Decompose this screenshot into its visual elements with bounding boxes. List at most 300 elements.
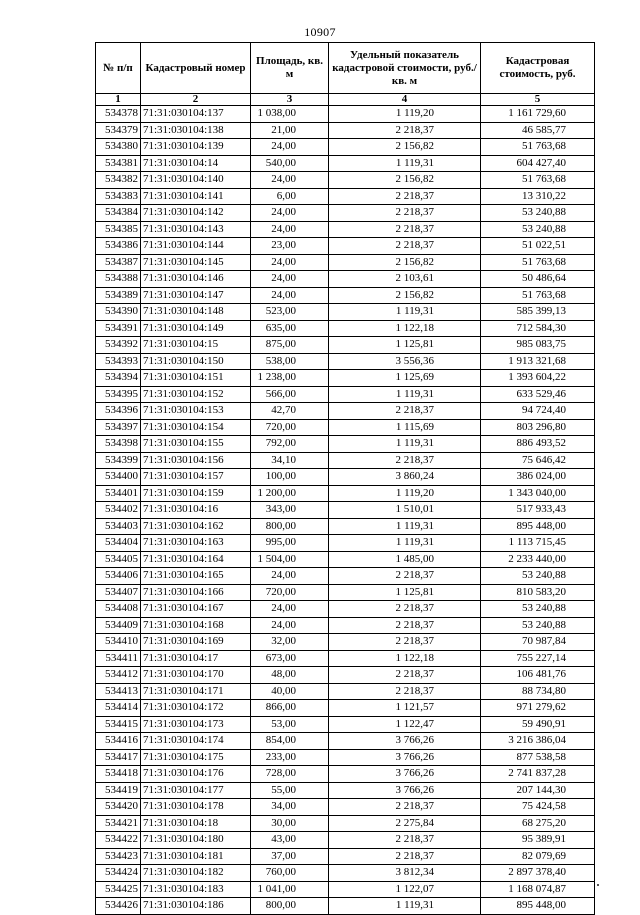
cadastral-number-cell: 71:31:030104:176 [141,766,251,783]
row-number-cell: 534410 [96,634,141,651]
table-row [96,436,595,453]
unit-value-cell: 2 156,82 [329,287,481,304]
unit-value-cell: 1 125,69 [329,370,481,387]
area-cell: 995,00 [251,535,329,552]
row-number-cell: 534385 [96,221,141,238]
unit-value-cell: 2 218,37 [329,683,481,700]
table-body [96,106,595,915]
cadastral-number-cell: 71:31:030104:181 [141,848,251,865]
table-header-row [96,43,595,94]
area-cell: 800,00 [251,518,329,535]
area-cell: 100,00 [251,469,329,486]
cadastral-number-cell: 71:31:030104:144 [141,238,251,255]
area-cell: 24,00 [251,221,329,238]
row-number-cell: 534409 [96,617,141,634]
area-cell: 37,00 [251,848,329,865]
area-cell: 720,00 [251,584,329,601]
cadastral-number-cell: 71:31:030104:162 [141,518,251,535]
table-row [96,188,595,205]
cadastral-value-cell: 895 448,00 [481,518,595,535]
unit-value-cell: 1 119,20 [329,485,481,502]
area-cell: 523,00 [251,304,329,321]
cadastral-value-cell: 386 024,00 [481,469,595,486]
cadastral-value-cell: 3 216 386,04 [481,733,595,750]
table-row [96,205,595,222]
row-number-cell: 534406 [96,568,141,585]
row-number-cell: 534389 [96,287,141,304]
row-number-cell: 534378 [96,106,141,123]
table-row [96,832,595,849]
area-cell: 24,00 [251,568,329,585]
header-unit-value: Удельный показатель кадастровой стоимости, руб./кв. м [329,43,481,94]
cadastral-number-cell: 71:31:030104:141 [141,188,251,205]
page-number: 10907 [304,25,336,39]
area-cell: 1 504,00 [251,551,329,568]
row-number-cell: 534402 [96,502,141,519]
row-number-cell: 534394 [96,370,141,387]
table-row [96,535,595,552]
area-cell: 540,00 [251,155,329,172]
table-row [96,733,595,750]
area-cell: 21,00 [251,122,329,139]
cadastral-number-cell: 71:31:030104:186 [141,898,251,915]
cadastral-number-cell: 71:31:030104:166 [141,584,251,601]
table-row [96,667,595,684]
table-row [96,337,595,354]
unit-value-cell: 2 218,37 [329,634,481,651]
row-number-cell: 534420 [96,799,141,816]
row-number-cell: 534382 [96,172,141,189]
cadastral-number-cell: 71:31:030104:172 [141,700,251,717]
unit-value-cell: 2 156,82 [329,254,481,271]
cadastral-value-cell: 53 240,88 [481,617,595,634]
row-number-cell: 534397 [96,419,141,436]
row-number-cell: 534413 [96,683,141,700]
row-number-cell: 534396 [96,403,141,420]
area-cell: 24,00 [251,271,329,288]
area-cell: 32,00 [251,634,329,651]
row-number-cell: 534390 [96,304,141,321]
area-cell: 42,70 [251,403,329,420]
table-row [96,122,595,139]
area-cell: 875,00 [251,337,329,354]
unit-value-cell: 3 860,24 [329,469,481,486]
cadastral-number-cell: 71:31:030104:157 [141,469,251,486]
table-row [96,485,595,502]
area-cell: 24,00 [251,205,329,222]
table-row [96,386,595,403]
unit-value-cell: 1 119,31 [329,518,481,535]
cadastral-number-cell: 71:31:030104:159 [141,485,251,502]
cadastral-number-cell: 71:31:030104:15 [141,337,251,354]
row-number-cell: 534398 [96,436,141,453]
cadastral-number-cell: 71:31:030104:146 [141,271,251,288]
area-cell: 40,00 [251,683,329,700]
table-row [96,106,595,123]
unit-value-cell: 2 218,37 [329,667,481,684]
row-number-cell: 534419 [96,782,141,799]
unit-value-cell: 1 119,31 [329,898,481,915]
cadastral-number-cell: 71:31:030104:137 [141,106,251,123]
cadastral-value-cell: 106 481,76 [481,667,595,684]
unit-value-cell: 1 485,00 [329,551,481,568]
unit-value-cell: 1 119,31 [329,386,481,403]
table-row [96,584,595,601]
unit-value-cell: 3 812,34 [329,865,481,882]
cadastral-number-cell: 71:31:030104:18 [141,815,251,832]
table-row [96,502,595,519]
header-row-number: № п/п [96,43,141,94]
cadastral-value-cell: 95 389,91 [481,832,595,849]
area-cell: 233,00 [251,749,329,766]
cadastral-value-cell: 1 913 321,68 [481,353,595,370]
table-row [96,848,595,865]
cadastral-value-cell: 51 763,68 [481,287,595,304]
cadastral-value-cell: 604 427,40 [481,155,595,172]
cadastral-value-table [95,42,595,915]
cadastral-number-cell: 71:31:030104:148 [141,304,251,321]
area-cell: 24,00 [251,617,329,634]
unit-value-cell: 2 103,61 [329,271,481,288]
row-number-cell: 534418 [96,766,141,783]
row-number-cell: 534386 [96,238,141,255]
cadastral-value-cell: 75 646,42 [481,452,595,469]
cadastral-value-cell: 712 584,30 [481,320,595,337]
cadastral-number-cell: 71:31:030104:139 [141,139,251,156]
area-cell: 24,00 [251,172,329,189]
cadastral-number-cell: 71:31:030104:149 [141,320,251,337]
cadastral-value-cell: 53 240,88 [481,221,595,238]
unit-value-cell: 2 218,37 [329,205,481,222]
column-number: 5 [481,94,595,106]
scan-mark [597,884,599,886]
row-number-cell: 534399 [96,452,141,469]
column-number: 1 [96,94,141,106]
area-cell: 34,00 [251,799,329,816]
cadastral-value-cell: 877 538,58 [481,749,595,766]
table-row [96,716,595,733]
unit-value-cell: 3 766,26 [329,782,481,799]
area-cell: 800,00 [251,898,329,915]
unit-value-cell: 2 218,37 [329,601,481,618]
row-number-cell: 534417 [96,749,141,766]
cadastral-number-cell: 71:31:030104:140 [141,172,251,189]
cadastral-number-cell: 71:31:030104:143 [141,221,251,238]
cadastral-number-cell: 71:31:030104:173 [141,716,251,733]
cadastral-number-cell: 71:31:030104:167 [141,601,251,618]
row-number-cell: 534383 [96,188,141,205]
cadastral-value-cell: 633 529,46 [481,386,595,403]
area-cell: 635,00 [251,320,329,337]
area-cell: 48,00 [251,667,329,684]
row-number-cell: 534387 [96,254,141,271]
unit-value-cell: 2 218,37 [329,238,481,255]
table-row [96,320,595,337]
table-row [96,469,595,486]
header-cadastral-number: Кадастровый номер [141,43,251,94]
row-number-cell: 534422 [96,832,141,849]
table-row [96,172,595,189]
unit-value-cell: 3 766,26 [329,733,481,750]
cadastral-number-cell: 71:31:030104:170 [141,667,251,684]
unit-value-cell: 2 218,37 [329,122,481,139]
cadastral-number-cell: 71:31:030104:145 [141,254,251,271]
unit-value-cell: 1 122,07 [329,881,481,898]
column-number: 2 [141,94,251,106]
area-cell: 24,00 [251,601,329,618]
table-row [96,271,595,288]
row-number-cell: 534411 [96,650,141,667]
cadastral-number-cell: 71:31:030104:151 [141,370,251,387]
cadastral-number-cell: 71:31:030104:171 [141,683,251,700]
cadastral-number-cell: 71:31:030104:156 [141,452,251,469]
area-cell: 1 200,00 [251,485,329,502]
cadastral-value-cell: 1 393 604,22 [481,370,595,387]
unit-value-cell: 1 119,20 [329,106,481,123]
cadastral-value-cell: 1 161 729,60 [481,106,595,123]
unit-value-cell: 1 122,47 [329,716,481,733]
area-cell: 673,00 [251,650,329,667]
unit-value-cell: 2 275,84 [329,815,481,832]
row-number-cell: 534423 [96,848,141,865]
cadastral-value-cell: 53 240,88 [481,601,595,618]
table-row [96,749,595,766]
cadastral-number-cell: 71:31:030104:14 [141,155,251,172]
unit-value-cell: 3 556,36 [329,353,481,370]
row-number-cell: 534425 [96,881,141,898]
table-row [96,799,595,816]
cadastral-value-cell: 46 585,77 [481,122,595,139]
row-number-cell: 534388 [96,271,141,288]
cadastral-value-cell: 50 486,64 [481,271,595,288]
area-cell: 55,00 [251,782,329,799]
row-number-cell: 534395 [96,386,141,403]
cadastral-number-cell: 71:31:030104:164 [141,551,251,568]
header-cadastral-value: Кадастровая стоимость, руб. [481,43,595,94]
area-cell: 720,00 [251,419,329,436]
cadastral-value-cell: 53 240,88 [481,205,595,222]
cadastral-value-cell: 51 763,68 [481,254,595,271]
table-row [96,139,595,156]
table-row [96,898,595,915]
table-row [96,634,595,651]
unit-value-cell: 2 218,37 [329,832,481,849]
unit-value-cell: 2 156,82 [329,139,481,156]
area-cell: 566,00 [251,386,329,403]
row-number-cell: 534392 [96,337,141,354]
row-number-cell: 534421 [96,815,141,832]
unit-value-cell: 1 125,81 [329,337,481,354]
cadastral-number-cell: 71:31:030104:152 [141,386,251,403]
cadastral-value-cell: 70 987,84 [481,634,595,651]
cadastral-number-cell: 71:31:030104:178 [141,799,251,816]
table-row [96,403,595,420]
cadastral-number-cell: 71:31:030104:163 [141,535,251,552]
cadastral-value-cell: 207 144,30 [481,782,595,799]
cadastral-value-cell: 75 424,58 [481,799,595,816]
row-number-cell: 534401 [96,485,141,502]
cadastral-value-cell: 803 296,80 [481,419,595,436]
unit-value-cell: 2 218,37 [329,221,481,238]
row-number-cell: 534404 [96,535,141,552]
area-cell: 24,00 [251,254,329,271]
cadastral-value-cell: 517 933,43 [481,502,595,519]
cadastral-number-cell: 71:31:030104:175 [141,749,251,766]
area-cell: 1 041,00 [251,881,329,898]
row-number-cell: 534407 [96,584,141,601]
row-number-cell: 534393 [96,353,141,370]
area-cell: 728,00 [251,766,329,783]
row-number-cell: 534424 [96,865,141,882]
table-row [96,766,595,783]
cadastral-number-cell: 71:31:030104:17 [141,650,251,667]
row-number-cell: 534416 [96,733,141,750]
unit-value-cell: 2 218,37 [329,452,481,469]
cadastral-value-cell: 88 734,80 [481,683,595,700]
area-cell: 538,00 [251,353,329,370]
table-row [96,815,595,832]
cadastral-number-cell: 71:31:030104:16 [141,502,251,519]
row-number-cell: 534379 [96,122,141,139]
area-cell: 6,00 [251,188,329,205]
cadastral-value-cell: 985 083,75 [481,337,595,354]
area-cell: 854,00 [251,733,329,750]
table-row [96,221,595,238]
unit-value-cell: 2 218,37 [329,568,481,585]
area-cell: 760,00 [251,865,329,882]
cadastral-number-cell: 71:31:030104:180 [141,832,251,849]
unit-value-cell: 2 218,37 [329,799,481,816]
area-cell: 24,00 [251,139,329,156]
cadastral-value-cell: 810 583,20 [481,584,595,601]
table-row [96,601,595,618]
cadastral-value-cell: 51 022,51 [481,238,595,255]
cadastral-number-cell: 71:31:030104:150 [141,353,251,370]
cadastral-value-cell: 585 399,13 [481,304,595,321]
cadastral-value-cell: 51 763,68 [481,172,595,189]
cadastral-number-cell: 71:31:030104:154 [141,419,251,436]
cadastral-number-cell: 71:31:030104:138 [141,122,251,139]
cadastral-value-cell: 886 493,52 [481,436,595,453]
row-number-cell: 534412 [96,667,141,684]
cadastral-number-cell: 71:31:030104:177 [141,782,251,799]
table-row [96,287,595,304]
unit-value-cell: 1 119,31 [329,155,481,172]
table-row [96,683,595,700]
cadastral-value-cell: 68 275,20 [481,815,595,832]
unit-value-cell: 3 766,26 [329,749,481,766]
cadastral-number-cell: 71:31:030104:169 [141,634,251,651]
table-row [96,782,595,799]
cadastral-number-cell: 71:31:030104:147 [141,287,251,304]
unit-value-cell: 1 510,01 [329,502,481,519]
table-row [96,617,595,634]
cadastral-value-cell: 755 227,14 [481,650,595,667]
table-row [96,700,595,717]
unit-value-cell: 1 119,31 [329,304,481,321]
table-row [96,254,595,271]
cadastral-number-cell: 71:31:030104:155 [141,436,251,453]
cadastral-value-cell: 1 168 074,87 [481,881,595,898]
cadastral-number-cell: 71:31:030104:182 [141,865,251,882]
unit-value-cell: 1 122,18 [329,650,481,667]
unit-value-cell: 2 218,37 [329,848,481,865]
table-row [96,370,595,387]
cadastral-value-cell: 1 343 040,00 [481,485,595,502]
cadastral-number-cell: 71:31:030104:174 [141,733,251,750]
row-number-cell: 534400 [96,469,141,486]
unit-value-cell: 1 119,31 [329,436,481,453]
cadastral-number-cell: 71:31:030104:183 [141,881,251,898]
row-number-cell: 534384 [96,205,141,222]
area-cell: 1 038,00 [251,106,329,123]
area-cell: 792,00 [251,436,329,453]
unit-value-cell: 1 119,31 [329,535,481,552]
row-number-cell: 534415 [96,716,141,733]
area-cell: 23,00 [251,238,329,255]
unit-value-cell: 2 218,37 [329,188,481,205]
table-row [96,452,595,469]
table-row [96,518,595,535]
row-number-cell: 534426 [96,898,141,915]
row-number-cell: 534408 [96,601,141,618]
cadastral-value-cell: 59 490,91 [481,716,595,733]
table-row [96,238,595,255]
area-cell: 43,00 [251,832,329,849]
table-row [96,650,595,667]
cadastral-value-cell: 94 724,40 [481,403,595,420]
table-row [96,155,595,172]
unit-value-cell: 3 766,26 [329,766,481,783]
cadastral-number-cell: 71:31:030104:168 [141,617,251,634]
cadastral-value-cell: 2 741 837,28 [481,766,595,783]
header-area: Площадь, кв. м [251,43,329,94]
unit-value-cell: 2 156,82 [329,172,481,189]
unit-value-cell: 1 122,18 [329,320,481,337]
row-number-cell: 534405 [96,551,141,568]
column-number: 3 [251,94,329,106]
cadastral-value-cell: 13 310,22 [481,188,595,205]
table-row [96,419,595,436]
unit-value-cell: 1 121,57 [329,700,481,717]
cadastral-number-cell: 71:31:030104:165 [141,568,251,585]
area-cell: 866,00 [251,700,329,717]
row-number-cell: 534403 [96,518,141,535]
cadastral-value-cell: 971 279,62 [481,700,595,717]
row-number-cell: 534381 [96,155,141,172]
area-cell: 30,00 [251,815,329,832]
unit-value-cell: 1 125,81 [329,584,481,601]
cadastral-value-cell: 2 233 440,00 [481,551,595,568]
row-number-cell: 534414 [96,700,141,717]
unit-value-cell: 2 218,37 [329,617,481,634]
area-cell: 53,00 [251,716,329,733]
column-number-row [96,94,595,106]
area-cell: 34,10 [251,452,329,469]
cadastral-value-cell: 53 240,88 [481,568,595,585]
row-number-cell: 534391 [96,320,141,337]
cadastral-value-cell: 82 079,69 [481,848,595,865]
table-row [96,304,595,321]
cadastral-value-cell: 51 763,68 [481,139,595,156]
unit-value-cell: 2 218,37 [329,403,481,420]
row-number-cell: 534380 [96,139,141,156]
table-row [96,865,595,882]
cadastral-number-cell: 71:31:030104:142 [141,205,251,222]
table-row [96,881,595,898]
table-row [96,551,595,568]
cadastral-number-cell: 71:31:030104:153 [141,403,251,420]
